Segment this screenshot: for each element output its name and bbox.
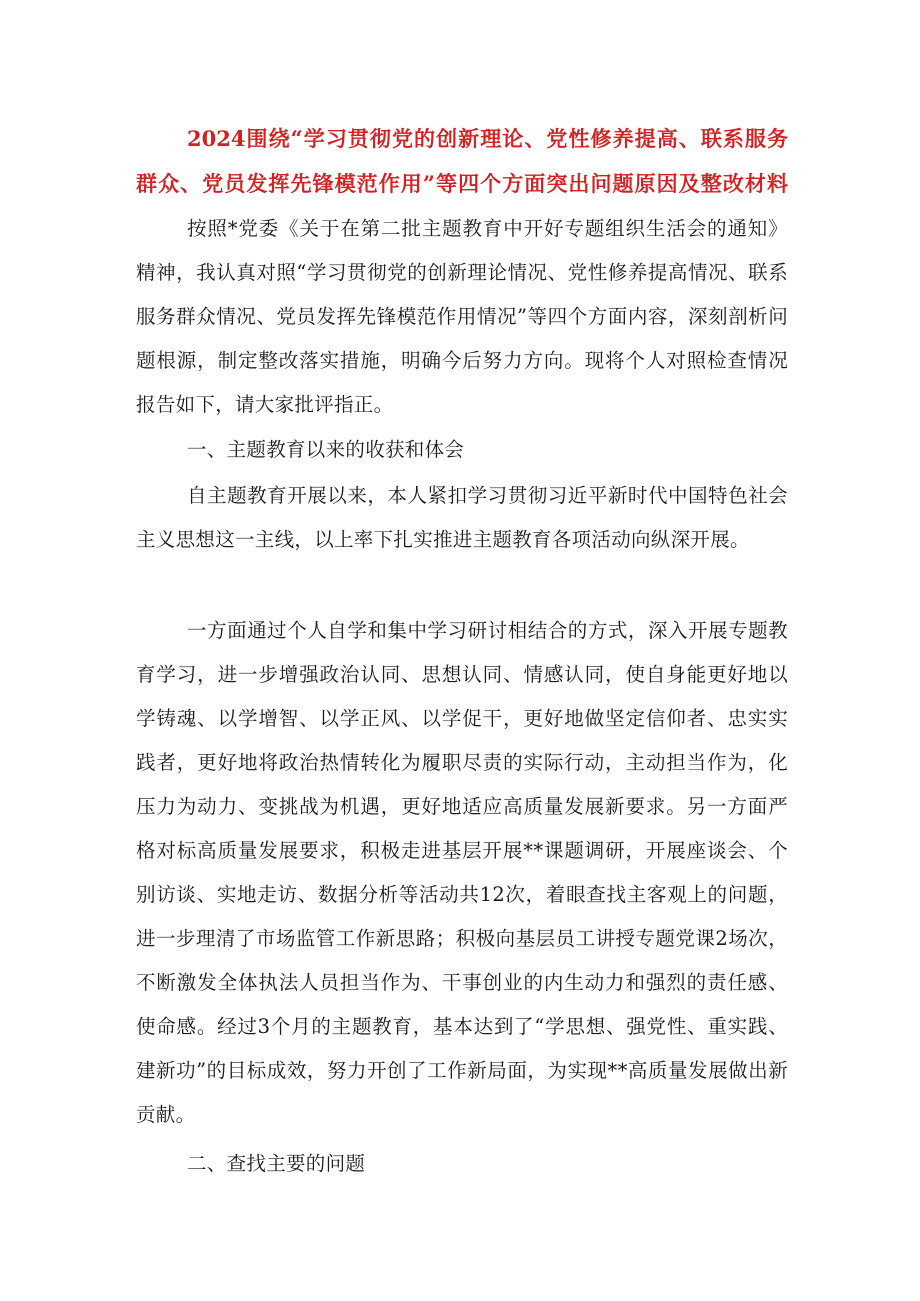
document-title: [136, 116, 788, 206]
section-1-paragraph-1: 自主题教育开展以来，本人紧扣学习贯彻习近平新时代中国特色社会主义思想这一主线，以上率下扎实推进主题教育各项活动向纵深开展。: [136, 484, 788, 551]
intro-paragraph: 按照*党委《关于在第二批主题教育中开好专题组织生活会的通知》精神，我认真对照“学习贯彻党的创新理论情况、党性修养提高情况、联系服务群众情况、党员发挥先锋模范作用情况”等四个方面内容，深刻剖析问题根源，制定整改落实措施，明确今后努力方向。现将个人对照检查情况报告如下，请大家批评指正。: [136, 217, 788, 416]
title-line-2: 群众、党员发挥先锋模范作用”等四个方面突出问题原因及整改材料: [136, 171, 788, 196]
section-1-heading: 一、主题教育以来的收获和体会: [187, 438, 465, 461]
section-2-heading: 二、查找主要的问题: [187, 1152, 366, 1175]
section-1-paragraph-2: 一方面通过个人自学和集中学习研讨相结合的方式，深入开展专题教育学习，进一步增强政治认同、思想认同、情感认同，使自身能更好地以学铸魂、以学增智、以学正风、以学促干，更好地做坚定信仰者、忠实实践者，更好地将政治热情转化为履职尽责的实际行动，主动担当作为，化压力为动力、变挑战为机遇，更好地适应高质量发展新要求。另一方面严格对标高质量发展要求，积极走进基层开展**课题调研，开展座谈会、个别访谈、实地走访、数据分析等活动共12次，着眼查找主客观上的问题，进一步理清了市场监管工作新思路；积极向基层员工讲授专题党课2场次，不断激发全体执法人员担当作为、干事创业的内生动力和强烈的责任感、使命感。经过3个月的主题教育，基本达到了“学思想、强党性、重实践、建新功”的目标成效，努力开创了工作新局面，为实现**高质量发展做出新贡献。: [136, 619, 788, 1126]
title-line-1: 2024围绕“学习贯彻党的创新理论、党性修养提高、联系服务: [187, 126, 788, 151]
